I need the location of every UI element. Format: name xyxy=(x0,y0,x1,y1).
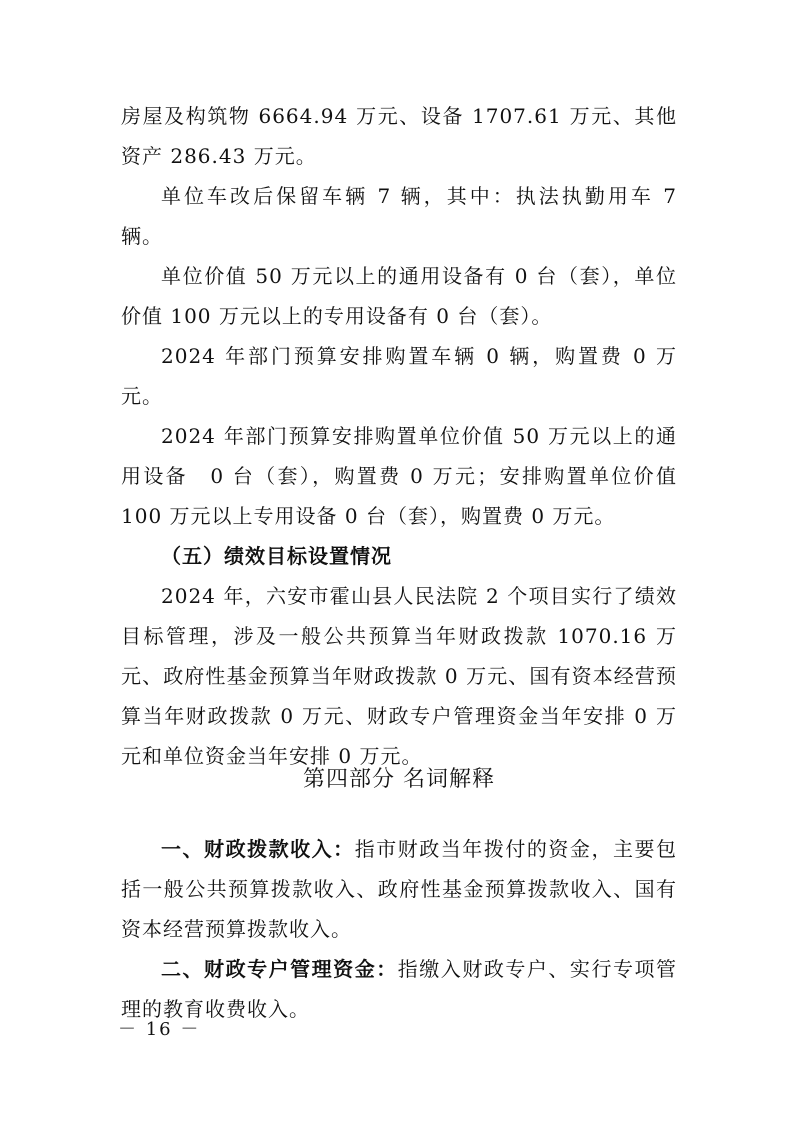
definition-text: 指市财政当年拨付的资金，主要包括一般公共预算拨款收入、政府性基金预算拨款收入、国有资本经营预算拨款收入。 xyxy=(121,837,678,941)
definition-item xyxy=(121,829,677,949)
definition-text: 指缴入财政专户、实行专项管理的教育收费收入。 xyxy=(121,957,678,1021)
definition-term: 二、财政专户管理资金： xyxy=(161,957,398,981)
part-title: 第四部分 名词解释 xyxy=(303,767,495,792)
performance-paragraph: 2024 年，六安市霍山县人民法院 2 个项目实行了绩效目标管理，涉及一般公共预算当年财政拨款 1070.16 万元、政府性基金预算当年财政拨款 0 万元、国有资本经营预算当年财政拨款 0 万元、财政专户管理资金当年安排 0 万元和单位资金当年安排 0 万元。 xyxy=(121,584,677,768)
budget-content xyxy=(121,96,677,776)
page-number: － 16 － xyxy=(118,1019,201,1040)
equipment-paragraph: 单位价值 50 万元以上的通用设备有 0 台（套），单位价值 100 万元以上的专用设备有 0 台（套）。 xyxy=(121,264,677,328)
section-heading: （五）绩效目标设置情况 xyxy=(161,544,392,568)
definition-item xyxy=(121,949,677,1029)
asset-breakdown-paragraph: 房屋及构筑物 6664.94 万元、设备 1707.61 万元、其他资产 286.43 万元。 xyxy=(121,104,677,168)
vehicle-purchase-paragraph: 2024 年部门预算安排购置车辆 0 辆，购置费 0 万元。 xyxy=(121,344,677,408)
definition-term: 一、财政拨款收入： xyxy=(161,837,355,861)
vehicle-paragraph: 单位车改后保留车辆 7 辆，其中：执法执勤用车 7 辆。 xyxy=(121,184,677,248)
equipment-purchase-paragraph: 2024 年部门预算安排购置单位价值 50 万元以上的通用设备 0 台（套），购置费 0 万元；安排购置单位价值 100 万元以上专用设备 0 台（套），购置费 0 万元。 xyxy=(121,424,677,528)
definitions-list xyxy=(121,829,677,1029)
